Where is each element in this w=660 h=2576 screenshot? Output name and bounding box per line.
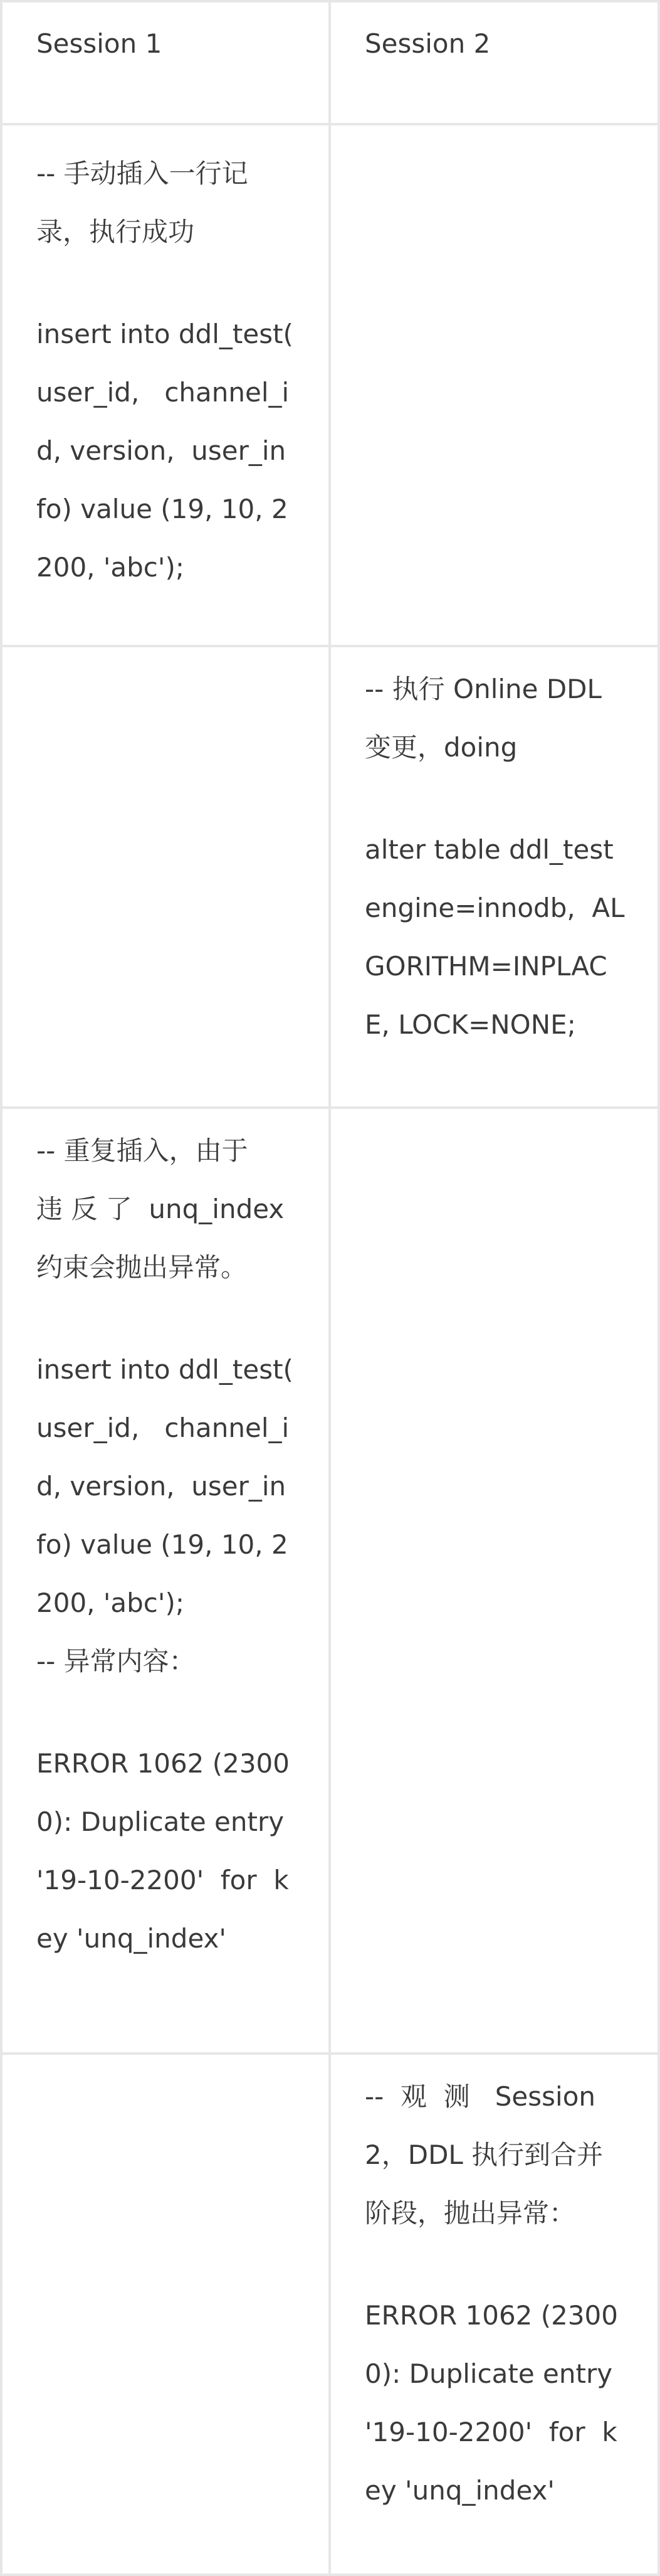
step-3-session-1-cell: [0, 1109, 331, 2055]
step-3-comment-line: -- 重复插入，由于: [36, 1135, 248, 1166]
step-2-comment-line: -- 执行 Online DDL: [365, 674, 602, 704]
step-3-sql-line: user_id, channel_i: [36, 1413, 290, 1443]
step-4-error-line: ey 'unq_index': [365, 2475, 555, 2506]
step-4-row: [0, 2055, 660, 2576]
step-4-session-2-cell: [331, 2055, 660, 2576]
header-cell-session-1: [0, 0, 331, 125]
header-session-1-label: Session 1: [36, 28, 162, 59]
step-3-sql-line: d, version, user_in: [36, 1471, 286, 1502]
step-1-sql-line: 200, 'abc');: [36, 552, 184, 583]
table-header-row: [0, 0, 660, 125]
step-3-sql-line: insert into ddl_test(: [36, 1354, 293, 1385]
step-1-row: [0, 125, 660, 647]
header-cell-session-2: [331, 0, 660, 125]
step-2-sql-line: alter table ddl_test: [365, 834, 614, 865]
step-2-comment-line: 变更，doing: [365, 732, 518, 763]
step-1-sql-line: d, version, user_in: [36, 435, 286, 466]
step-4-comment-line: 阶段，抛出异常：: [365, 2198, 576, 2229]
step-3-comment-line: 违 反 了 unq_index: [36, 1194, 285, 1224]
step-2-sql-line: E, LOCK=NONE;: [365, 1009, 576, 1040]
step-4-session-1-cell: [0, 2055, 331, 2576]
header-session-2-label: Session 2: [365, 28, 491, 59]
step-4-comment-line: 2，DDL 执行到合并: [365, 2139, 604, 2170]
step-3-error-label: -- 异常内容：: [36, 1646, 196, 1677]
step-4-comment-line: -- 观 测 Session: [365, 2081, 596, 2112]
step-2-sql-line: GORITHM=INPLAC: [365, 951, 607, 982]
step-2-session-2-cell: [331, 647, 660, 1109]
step-1-sql-line: fo) value (19, 10, 2: [36, 494, 288, 524]
step-3-comment-line: 约束会抛出异常。: [36, 1252, 248, 1283]
step-4-error-line: 0): Duplicate entry: [365, 2358, 613, 2389]
step-3-error-line: ERROR 1062 (2300: [36, 1748, 290, 1779]
step-1-sql-line: insert into ddl_test(: [36, 319, 293, 349]
step-1-comment-line: 录，执行成功: [36, 216, 195, 247]
step-4-error-line: ERROR 1062 (2300: [365, 2300, 619, 2331]
step-3-error-line: 0): Duplicate entry: [36, 1806, 285, 1837]
step-1-comment-line: -- 手动插入一行记: [36, 158, 248, 189]
step-2-row: [0, 647, 660, 1109]
step-3-sql-line: fo) value (19, 10, 2: [36, 1529, 288, 1560]
step-1-sql-line: user_id, channel_i: [36, 377, 290, 408]
step-4-error-line: '19-10-2200' for k: [365, 2417, 617, 2447]
step-1-session-2-cell: [331, 125, 660, 647]
step-1-session-1-cell: [0, 125, 331, 647]
step-3-session-2-cell: [331, 1109, 660, 2055]
step-3-error-line: ey 'unq_index': [36, 1923, 226, 1954]
step-3-sql-line: 200, 'abc');: [36, 1587, 184, 1618]
step-3-row: [0, 1109, 660, 2055]
step-2-sql-line: engine=innodb, AL: [365, 893, 625, 923]
step-2-session-1-cell: [0, 647, 331, 1109]
step-3-error-line: '19-10-2200' for k: [36, 1865, 289, 1895]
